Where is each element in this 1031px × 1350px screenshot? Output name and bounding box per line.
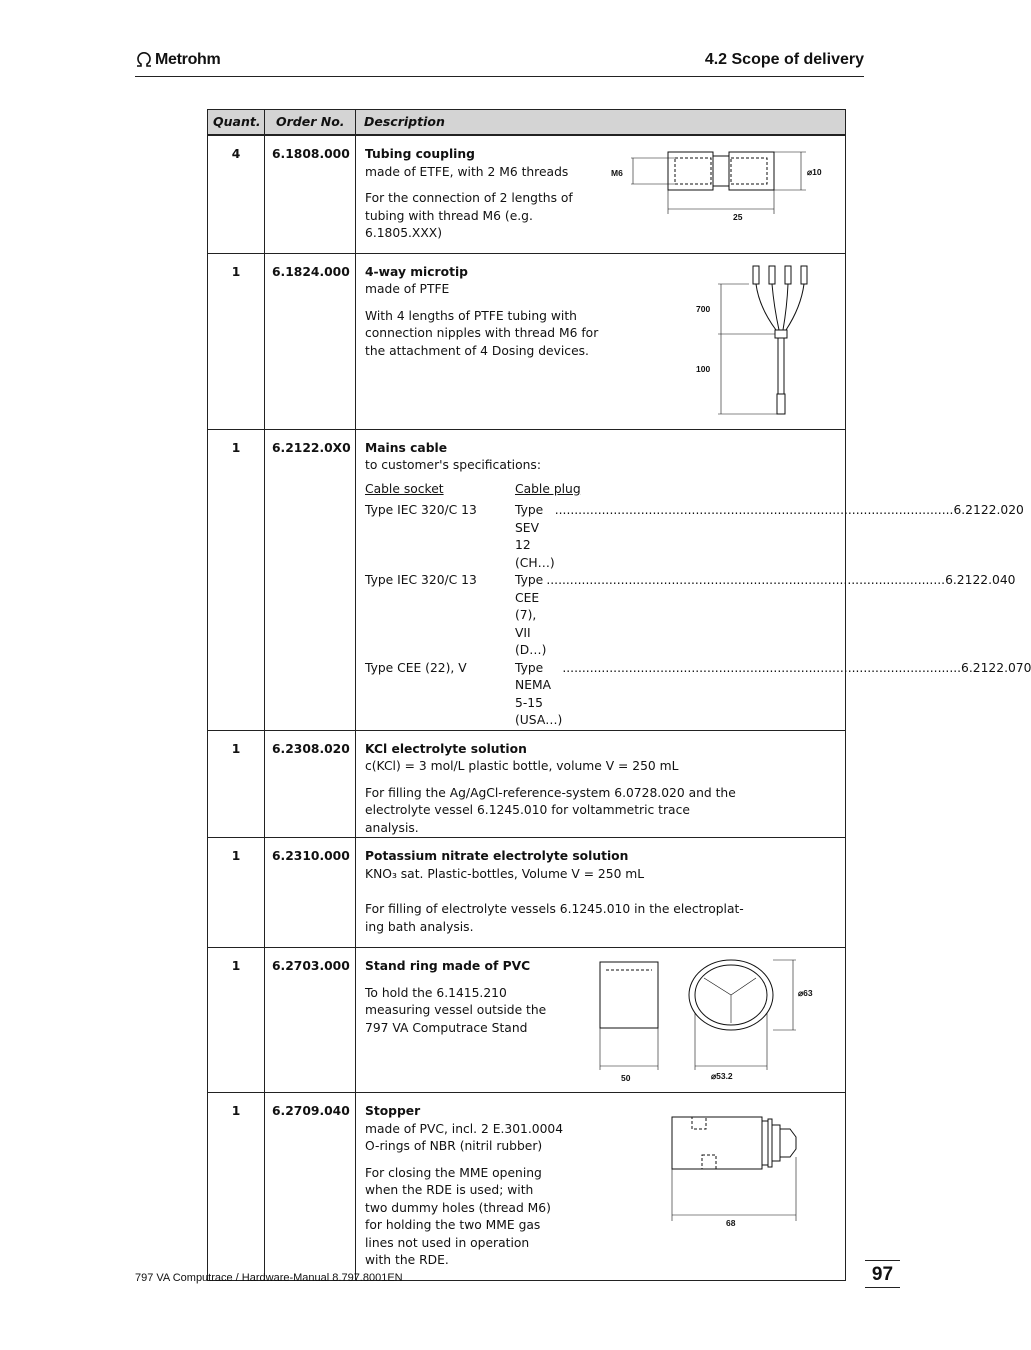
stand-ring-drawing	[596, 958, 836, 1083]
plug-order: 6.2122.020	[953, 503, 1024, 517]
socket-type: Type IEC 320/C 13	[365, 573, 477, 587]
item-usage: For filling the Ag/AgCl-reference-system 6.0728.020 and the electrolyte vessel 6.1245.010 for voltammetric trace analysis.	[365, 785, 736, 835]
section-title: 4.2 Scope of delivery	[704, 51, 864, 68]
description-cell	[356, 948, 846, 1093]
description-cell	[356, 1093, 846, 1281]
item-usage: For closing the MME opening when the RDE is used; with two dummy holes (thread M6) for holding the two MME gas lines not used in operation with the RDE.	[365, 1165, 551, 1267]
footer-text: 797 VA Computrace / Hardware-Manual 8.797.8001EN	[135, 1272, 403, 1284]
order-number-cell: 6.2709.040	[265, 1093, 356, 1281]
column-header-order: Order No.	[265, 110, 356, 136]
metrohm-omega-icon	[135, 52, 153, 67]
plug-entry	[515, 502, 1024, 572]
quantity-cell: 1	[208, 429, 265, 730]
item-spec: made of ETFE, with 2 M6 threads	[365, 164, 569, 179]
table-row	[208, 730, 846, 838]
column-header-quant: Quant.	[208, 110, 265, 136]
item-title: Tubing coupling	[365, 147, 475, 161]
table-row	[208, 948, 846, 1093]
table-row	[208, 429, 846, 730]
order-number-cell: 6.2122.0X0	[265, 429, 356, 730]
item-spec: made of PTFE	[365, 282, 450, 296]
brand-name: Metrohm	[155, 51, 221, 68]
plug-header-socket: Cable socket	[365, 481, 444, 496]
description-cell	[356, 135, 846, 253]
item-usage: With 4 lengths of PTFE tubing with connection nipples with thread M6 for the attachment of 4 Dosing devices.	[365, 308, 599, 358]
delivery-table	[207, 109, 1031, 1281]
table-row	[208, 838, 846, 948]
quantity-cell: 1	[208, 730, 265, 838]
item-usage: For filling of electrolyte vessels 6.1245.010 in the electroplat-ing bath analysis.	[365, 902, 744, 934]
order-number-cell: 6.1824.000	[265, 253, 356, 429]
order-number-cell: 6.1808.000	[265, 135, 356, 253]
description-cell	[356, 838, 846, 948]
table-row	[208, 1093, 846, 1281]
item-title: KCl electrolyte solution	[365, 741, 527, 756]
column-header-description: Description	[356, 110, 846, 136]
plug-entry	[515, 660, 1031, 730]
label-outer-diameter: ⌀63	[798, 988, 813, 998]
item-title: Potassium nitrate electrolyte solution	[365, 849, 629, 863]
quantity-cell: 1	[208, 948, 265, 1093]
plug-order: 6.2122.070	[961, 660, 1031, 675]
quantity-cell: 1	[208, 253, 265, 429]
order-number-cell: 6.2703.000	[265, 948, 356, 1093]
item-spec: KNO₃ sat. Plastic-bottles, Volume V = 250 mL	[365, 866, 645, 881]
plug-type: Type CEE (7), VII (D…)	[515, 573, 547, 657]
label-stopper-length: 68	[726, 1218, 736, 1228]
label-tip-length: 100	[696, 363, 711, 374]
quantity-cell: 1	[208, 838, 265, 948]
page-header	[135, 48, 864, 77]
item-usage: To hold the 6.1415.210 measuring vessel outside the 797 VA Computrace Stand	[365, 985, 547, 1035]
item-title: 4-way microtip	[365, 264, 468, 279]
item-usage: For the connection of 2 lengths of tubing with thread M6 (e.g. 6.1805.XXX)	[365, 191, 573, 240]
order-number-cell: 6.2310.000	[265, 838, 356, 948]
plug-list	[365, 481, 1031, 730]
item-title: Mains cable	[365, 440, 448, 455]
label-height: 50	[621, 1073, 631, 1083]
table-row	[208, 253, 846, 429]
item-spec: made of PVC, incl. 2 E.301.0004 O-rings of NBR (nitril rubber)	[365, 1121, 564, 1153]
quantity-cell: 4	[208, 135, 265, 253]
plug-header-plug: Cable plug	[515, 481, 581, 496]
order-number-cell: 6.2308.020	[265, 730, 356, 838]
stopper-drawing	[666, 1111, 826, 1231]
label-diameter: ⌀10	[807, 167, 822, 177]
item-title: Stopper	[365, 1104, 421, 1118]
plug-type: Type SEV 12 (CH…)	[515, 503, 555, 570]
tubing-coupling-drawing	[611, 146, 836, 226]
microtip-drawing	[696, 262, 831, 422]
metrohm-logo	[135, 51, 220, 69]
plug-entry	[515, 572, 1016, 660]
description-cell	[356, 429, 1031, 730]
socket-type: Type IEC 320/C 13	[365, 503, 477, 517]
socket-type: Type CEE (22), V	[365, 660, 467, 675]
label-thread: M6	[611, 168, 623, 178]
label-tubing-length: 700	[696, 303, 711, 314]
plug-order: 6.2122.040	[945, 573, 1016, 587]
table-row	[208, 135, 846, 253]
label-length: 25	[733, 212, 743, 222]
item-spec: c(KCl) = 3 mol/L plastic bottle, volume V = 250 mL	[365, 759, 679, 773]
description-cell	[356, 253, 846, 429]
quantity-cell: 1	[208, 1093, 265, 1281]
item-spec: to customer's specifications:	[365, 458, 541, 472]
label-inner-diameter: ⌀53.2	[711, 1071, 733, 1081]
plug-type: Type NEMA 5-15 (USA…)	[515, 660, 563, 727]
table-header-row	[208, 110, 846, 136]
description-cell	[356, 730, 846, 838]
page-number: 97	[865, 1260, 900, 1288]
item-title: Stand ring made of PVC	[365, 959, 531, 973]
